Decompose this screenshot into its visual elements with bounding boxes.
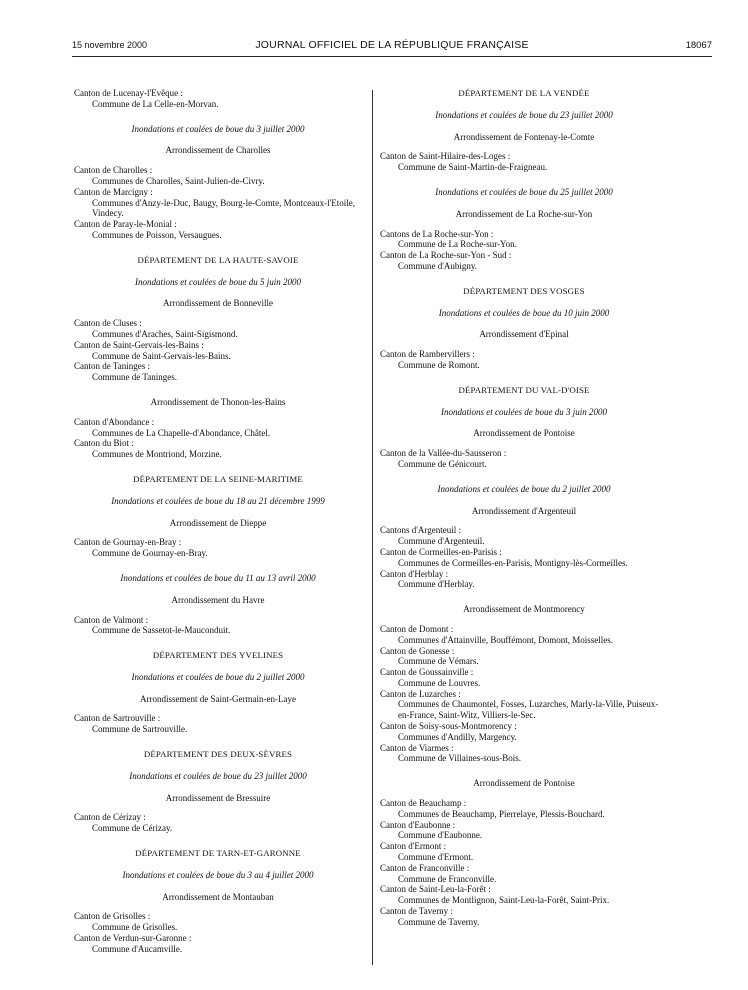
canton-line: Canton de Goussainville : [380, 667, 474, 678]
commune-line: Commune de Sartrouville. [92, 724, 188, 735]
event-heading: Inondations et coulées de boue du 23 juillet 2000 [435, 109, 613, 120]
issue-date: 15 novembre 2000 [72, 40, 148, 50]
spacer [74, 803, 362, 812]
canton-line: Canton de Soisy-sous-Montmorency : [380, 721, 517, 732]
canton-line: Canton de Saint-Gervais-les-Bains : [74, 339, 204, 350]
canton-line: Canton de Taninges : [74, 361, 150, 372]
commune-line: Commune de Louvres. [398, 677, 481, 688]
department-heading: DÉPARTEMENT DES VOSGES [463, 285, 585, 296]
department-heading: DÉPARTEMENT DE LA VENDÉE [458, 88, 590, 98]
spacer [74, 156, 362, 165]
canton-line: Canton de Rambervillers : [380, 349, 475, 360]
commune-line: Communes de Cormeilles-en-Parisis, Montigny-lès-Cormeilles. [398, 557, 628, 568]
commune-line: Communes de Montlignon, Saint-Leu-la-Forêt, Saint-Prix. [398, 895, 610, 906]
department-heading: DÉPARTEMENT DE TARN-ET-GARONNE [135, 848, 301, 859]
event-heading: Inondations et coulées de boue du 25 juillet 2000 [435, 186, 613, 197]
event-heading: Inondations et coulées de boue du 10 juin 2000 [438, 307, 610, 318]
spacer [74, 134, 362, 145]
event-heading: Inondations et coulées de boue du 11 au 13 avril 2000 [120, 572, 316, 583]
spacer [380, 297, 668, 308]
commune-line: Commune de Villaines-sous-Bois. [398, 753, 522, 764]
canton-line: Canton de Gournay-en-Bray : [74, 537, 182, 548]
arrondissement-heading: Arrondissement de Montauban [162, 891, 274, 902]
canton-line: Canton de Cérizay : [74, 812, 146, 823]
canton-line: Canton de Saint-Leu-la-Forêt : [380, 884, 491, 895]
spacer [380, 99, 668, 110]
spacer [74, 735, 362, 749]
arrondissement-heading: Arrondissement de Charolles [165, 145, 271, 156]
canton-line: Cantons de La Roche-sur-Yon : [380, 228, 494, 239]
arrondissement-heading: Arrondissement d'Argenteuil [471, 505, 577, 516]
spacer [74, 383, 362, 397]
canton-line: Canton d'Abondance : [74, 416, 155, 427]
arrondissement-heading: Arrondissement de Bonneville [163, 298, 273, 309]
spacer [380, 439, 668, 448]
spacer [74, 606, 362, 615]
spacer [74, 760, 362, 771]
commune-line: Commune de Grisolles. [92, 922, 178, 933]
canton-line: Canton de La Roche-sur-Yon - Sud : [380, 250, 512, 261]
journal-title: JOURNAL OFFICIEL DE LA RÉPUBLIQUE FRANÇAISE [255, 39, 529, 51]
spacer [380, 590, 668, 604]
spacer [380, 470, 668, 484]
canton-line: Canton de Saint-Hilaire-des-Loges : [380, 151, 511, 162]
page-number: 18067 [685, 40, 712, 51]
spacer [74, 110, 362, 124]
spacer [74, 661, 362, 672]
spacer [380, 417, 668, 428]
commune-line: Commune de Saint-Martin-de-Fraigneau. [398, 162, 548, 173]
department-heading: DÉPARTEMENT DU VAL-D'OISE [458, 384, 590, 395]
spacer [74, 485, 362, 496]
spacer [380, 371, 668, 385]
spacer [380, 272, 668, 286]
page-header [72, 40, 712, 56]
event-heading: Inondations et coulées de boue du 5 juin 2000 [135, 276, 301, 287]
commune-line: Commune d'Argenteuil. [398, 536, 485, 547]
commune-line: Commune de Taverny. [398, 916, 480, 927]
spacer [74, 859, 362, 870]
spacer [74, 704, 362, 713]
canton-line: Canton de Verdun-sur-Garonne : [74, 933, 192, 944]
arrondissement-heading: Arrondissement de Fontenay-le-Comte [453, 131, 595, 142]
spacer [380, 396, 668, 407]
spacer [380, 615, 668, 624]
commune-line: Commune de La Celle-en-Morvan. [92, 98, 219, 109]
arrondissement-heading: Arrondissement de Thonon-les-Bains [150, 396, 286, 407]
spacer [380, 121, 668, 132]
spacer [74, 683, 362, 694]
arrondissement-heading: Arrondissement de Pontoise [473, 778, 575, 789]
spacer [74, 266, 362, 277]
arrondissement-heading: Arrondissement de Bressuire [165, 792, 271, 803]
commune-line: Communes de Charolles, Saint-Julien-de-Civry. [92, 175, 265, 186]
spacer [380, 789, 668, 798]
event-heading: Inondations et coulées de boue du 2 juillet 2000 [131, 671, 305, 682]
arrondissement-heading: Arrondissement de Montmorency [463, 604, 585, 615]
arrondissement-heading: Arrondissement de Dieppe [169, 517, 267, 528]
commune-line: Commune de Saint-Gervais-les-Bains. [92, 350, 231, 361]
canton-line: Canton de Valmont : [74, 614, 149, 625]
spacer [74, 309, 362, 318]
canton-line: Canton de Domont : [380, 623, 454, 634]
spacer [74, 241, 362, 255]
commune-line: Commune d'Aucamville. [92, 943, 183, 954]
left-column [74, 88, 362, 955]
spacer [74, 287, 362, 298]
arrondissement-heading: Arrondissement de Saint-Germain-en-Laye [140, 693, 296, 704]
spacer [380, 318, 668, 329]
spacer [74, 902, 362, 911]
column-divider [372, 90, 373, 965]
event-heading: Inondations et coulées de boue du 23 juillet 2000 [129, 770, 307, 781]
canton-line: Cantons d'Argenteuil : [380, 525, 461, 536]
event-heading: Inondations et coulées de boue du 3 juin 2000 [441, 406, 607, 417]
canton-line: Canton de Cluses : [74, 318, 142, 329]
commune-line: Communes d'Attainville, Bouffémont, Domont, Moisselles. [398, 634, 613, 645]
spacer [380, 173, 668, 187]
commune-line: Communes de Chaumontel, Fosses, Luzarches, Marly-la-Ville, Puiseux-en-France, Saint-Witz, Villiers-le-Sec. [398, 699, 659, 721]
spacer [380, 142, 668, 151]
commune-line: Commune d'Herblay. [398, 579, 475, 590]
spacer [380, 495, 668, 506]
spacer [380, 764, 668, 778]
commune-line: Communes d'Anzy-le-Duc, Baugy, Bourg-le-Comte, Montceaux-l'Etoile, Vindecy. [92, 197, 355, 219]
canton-line: Canton de Lucenay-l'Evêque : [74, 88, 183, 98]
commune-line: Commune de Cérizay. [92, 823, 173, 834]
commune-line: Communes d'Araches, Saint-Sigismond. [92, 328, 238, 339]
commune-line: Commune de Romont. [398, 359, 480, 370]
canton-line: Canton de Gonesse : [380, 645, 455, 656]
arrondissement-heading: Arrondissement de La Roche-sur-Yon [455, 208, 593, 219]
spacer [74, 782, 362, 793]
arrondissement-heading: Arrondissement du Havre [171, 594, 265, 605]
spacer [74, 408, 362, 417]
canton-line: Canton de Taverny : [380, 906, 453, 917]
spacer [380, 220, 668, 229]
spacer [74, 881, 362, 892]
department-heading: DÉPARTEMENT DES DEUX-SÈVRES [143, 749, 293, 760]
department-heading: DÉPARTEMENT DE LA HAUTE-SAVOIE [137, 254, 299, 265]
canton-line: Canton de Luzarches : [380, 688, 461, 699]
arrondissement-heading: Arrondissement de Pontoise [473, 428, 575, 439]
commune-line: Communes de Beauchamp, Pierrelaye, Plessis-Bouchard. [398, 808, 605, 819]
commune-line: Commune de Génicourt. [398, 458, 487, 469]
canton-line: Canton d'Ermont : [380, 841, 447, 852]
spacer [74, 460, 362, 474]
commune-line: Commune de Taninges. [92, 372, 177, 383]
spacer [74, 559, 362, 573]
department-heading: DÉPARTEMENT DES YVELINES [152, 650, 284, 661]
spacer [74, 834, 362, 848]
event-heading: Inondations et coulées de boue du 2 juillet 2000 [437, 483, 611, 494]
commune-line: Commune de Sassetot-le-Mauconduit. [92, 625, 231, 636]
commune-line: Commune de Vémars. [398, 656, 479, 667]
canton-line: Canton du Biot : [74, 438, 134, 449]
spacer [74, 507, 362, 518]
commune-line: Commune d'Aubigny. [398, 260, 478, 271]
canton-line: Canton de Cormeilles-en-Parisis : [380, 546, 502, 557]
canton-line: Canton de Grisolles : [74, 911, 151, 922]
commune-line: Communes d'Andilly, Margency. [398, 731, 517, 742]
canton-line: Canton d'Eaubonne : [380, 819, 456, 830]
spacer [74, 636, 362, 650]
commune-line: Communes de La Chapelle-d'Abondance, Châtel. [92, 427, 271, 438]
canton-line: Canton de la Vallée-du-Sausseron : [380, 448, 507, 459]
department-heading: DÉPARTEMENT DE LA SEINE-MARITIME [133, 473, 303, 484]
canton-line: Canton de Sartrouville : [74, 713, 161, 724]
commune-line: Commune de Franconville. [398, 873, 497, 884]
spacer [380, 516, 668, 525]
canton-line: Canton de Marcigny : [74, 186, 153, 197]
commune-line: Commune de Gournay-en-Bray. [92, 548, 208, 559]
commune-line: Commune d'Ermont. [398, 852, 474, 863]
event-heading: Inondations et coulées de boue du 3 juillet 2000 [131, 123, 305, 134]
canton-line: Canton d'Herblay : [380, 568, 449, 579]
event-heading: Inondations et coulées de boue du 18 au 21 décembre 1999 [111, 495, 325, 506]
commune-line: Communes de Poisson, Versaugues. [92, 229, 222, 240]
commune-line: Commune d'Eaubonne. [398, 830, 483, 841]
arrondissement-heading: Arrondissement d'Epinal [479, 329, 569, 340]
canton-line: Canton de Beauchamp : [380, 798, 467, 809]
header-rule [72, 56, 712, 57]
right-column [380, 88, 668, 928]
spacer [74, 528, 362, 537]
spacer [380, 340, 668, 349]
spacer [74, 584, 362, 595]
event-heading: Inondations et coulées de boue du 3 au 4 juillet 2000 [122, 869, 314, 880]
canton-line: Canton de Franconville : [380, 862, 470, 873]
canton-line: Canton de Charolles : [74, 165, 153, 176]
spacer [380, 198, 668, 209]
canton-line: Canton de Viarmes : [380, 742, 454, 753]
canton-line: Canton de Paray-le-Monial : [74, 219, 177, 230]
commune-line: Commune de La Roche-sur-Yon. [398, 239, 517, 250]
commune-line: Communes de Montriond, Morzine. [92, 449, 222, 460]
